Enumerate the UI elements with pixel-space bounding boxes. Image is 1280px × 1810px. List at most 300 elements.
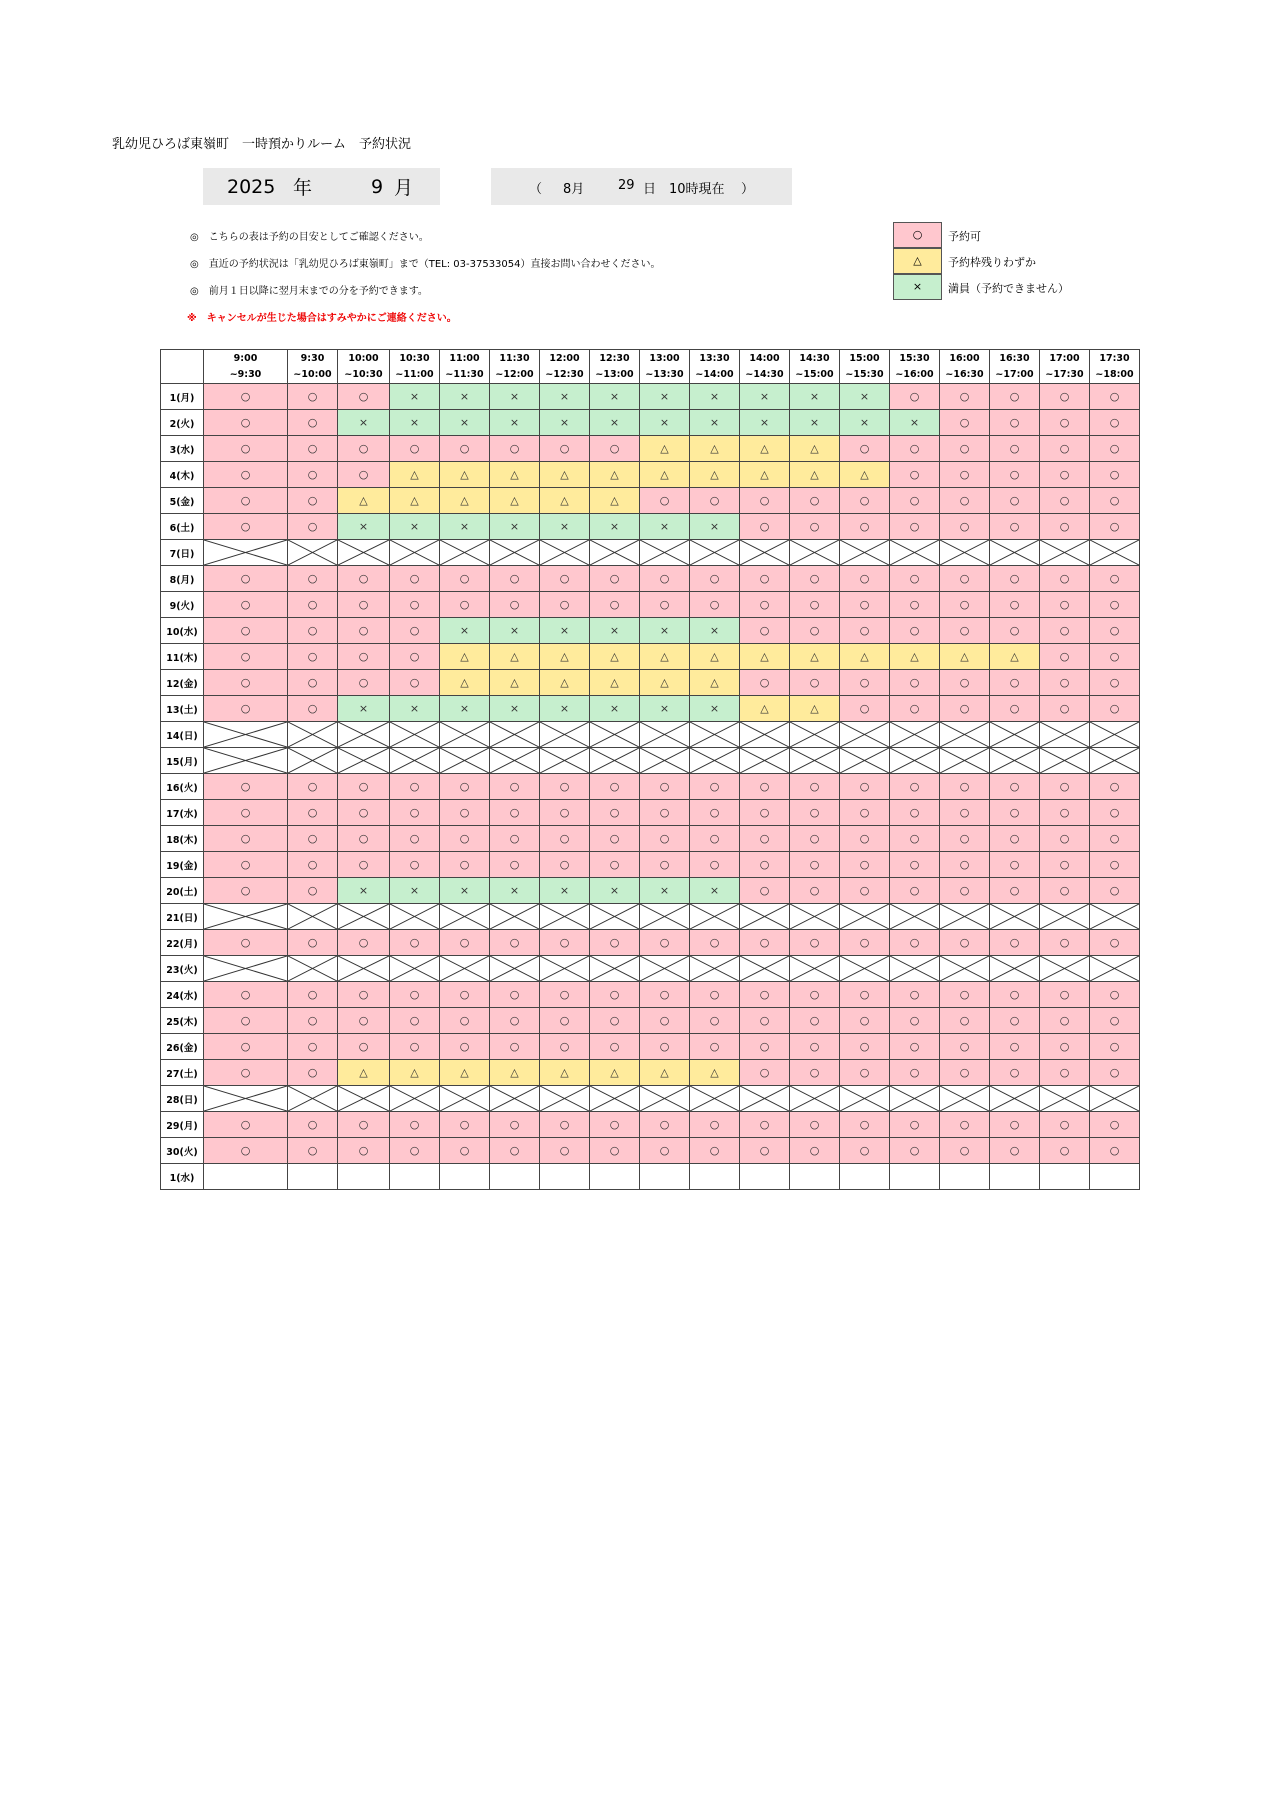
slot-cell xyxy=(640,618,690,644)
availability-symbol: ○ xyxy=(909,936,920,949)
availability-symbol: ○ xyxy=(909,1066,920,1079)
availability-symbol: ○ xyxy=(859,806,870,819)
availability-symbol: × xyxy=(559,390,570,403)
slot-cell xyxy=(440,878,490,904)
availability-symbol: × xyxy=(559,520,570,533)
empty-cell xyxy=(840,1164,890,1190)
availability-symbol: ○ xyxy=(909,468,920,481)
availability-symbol: ○ xyxy=(240,1118,251,1131)
availability-symbol: ○ xyxy=(809,988,820,1001)
closed-cell xyxy=(740,1086,790,1112)
availability-symbol: × xyxy=(509,884,520,897)
closed-cell xyxy=(204,1086,288,1112)
slot-cell xyxy=(1040,852,1090,878)
availability-symbol: △ xyxy=(810,442,819,455)
slot-cell xyxy=(1090,488,1140,514)
slot-cell xyxy=(790,774,840,800)
closed-cross-icon xyxy=(890,956,939,981)
closed-cross-icon xyxy=(440,748,489,773)
availability-symbol: ○ xyxy=(1109,806,1120,819)
availability-symbol: ○ xyxy=(307,988,318,1001)
availability-symbol: ○ xyxy=(1059,988,1070,1001)
slot-cell xyxy=(890,644,940,670)
availability-symbol: × xyxy=(459,702,470,715)
slot-cell xyxy=(840,852,890,878)
availability-symbol: ○ xyxy=(509,780,520,793)
slot-cell xyxy=(540,384,590,410)
timeslot-start: 14:00 xyxy=(749,352,780,364)
availability-symbol: ○ xyxy=(909,624,920,637)
day-label: 12(金) xyxy=(161,670,204,696)
slot-cell xyxy=(490,878,540,904)
availability-symbol: ○ xyxy=(909,780,920,793)
availability-symbol: ○ xyxy=(1059,806,1070,819)
slot-cell xyxy=(590,696,640,722)
slot-cell xyxy=(288,670,338,696)
availability-symbol: × xyxy=(459,624,470,637)
availability-symbol: ○ xyxy=(1059,442,1070,455)
slot-cell xyxy=(890,1112,940,1138)
slot-cell xyxy=(204,852,288,878)
slot-cell xyxy=(740,852,790,878)
availability-symbol: ○ xyxy=(759,884,770,897)
closed-cross-icon xyxy=(590,748,639,773)
slot-cell xyxy=(288,488,338,514)
slot-cell xyxy=(990,488,1040,514)
availability-symbol: × xyxy=(459,884,470,897)
availability-symbol: ○ xyxy=(659,858,670,871)
availability-symbol: ○ xyxy=(1109,936,1120,949)
closed-cell xyxy=(490,722,540,748)
slot-cell xyxy=(740,410,790,436)
slot-cell xyxy=(440,384,490,410)
availability-symbol: ○ xyxy=(459,1118,470,1131)
slot-cell xyxy=(490,670,540,696)
closed-cross-icon xyxy=(640,1086,689,1111)
availability-symbol: ○ xyxy=(909,1040,920,1053)
closed-cross-icon xyxy=(940,904,989,929)
slot-cell xyxy=(740,982,790,1008)
slot-cell xyxy=(204,696,288,722)
availability-symbol: × xyxy=(909,416,920,429)
slot-cell xyxy=(1040,1112,1090,1138)
slot-cell xyxy=(440,1060,490,1086)
timeslot-start: 14:30 xyxy=(799,352,830,364)
availability-symbol: ○ xyxy=(809,1144,820,1157)
slot-cell xyxy=(840,930,890,956)
closed-cross-icon xyxy=(390,540,439,565)
slot-cell xyxy=(640,644,690,670)
day-label: 18(木) xyxy=(161,826,204,852)
availability-symbol: ○ xyxy=(409,806,420,819)
slot-cell xyxy=(790,982,840,1008)
slot-cell xyxy=(690,1112,740,1138)
availability-symbol: ○ xyxy=(859,936,870,949)
timeslot-start: 11:00 xyxy=(449,352,480,364)
slot-cell xyxy=(640,774,690,800)
slot-cell xyxy=(640,436,690,462)
closed-cell xyxy=(790,904,840,930)
availability-symbol: △ xyxy=(560,468,569,481)
availability-symbol: ○ xyxy=(240,1144,251,1157)
slot-cell xyxy=(490,1008,540,1034)
availability-symbol: ○ xyxy=(1109,1118,1120,1131)
slot-cell xyxy=(740,384,790,410)
slot-cell xyxy=(790,852,840,878)
table-row xyxy=(161,1112,1140,1138)
closed-cross-icon xyxy=(590,540,639,565)
availability-symbol: ○ xyxy=(559,806,570,819)
availability-symbol: ○ xyxy=(859,858,870,871)
slot-cell xyxy=(690,1008,740,1034)
slot-cell xyxy=(990,800,1040,826)
slot-cell xyxy=(288,1060,338,1086)
slot-cell xyxy=(790,930,840,956)
slot-cell xyxy=(940,930,990,956)
availability-symbol: ○ xyxy=(859,780,870,793)
timeslot-start: 12:30 xyxy=(599,352,630,364)
availability-symbol: ○ xyxy=(709,1014,720,1027)
availability-symbol: ○ xyxy=(859,702,870,715)
slot-cell xyxy=(204,982,288,1008)
availability-symbol: ○ xyxy=(759,1144,770,1157)
slot-cell xyxy=(288,878,338,904)
availability-symbol: ○ xyxy=(1059,624,1070,637)
table-row xyxy=(161,904,1140,930)
availability-symbol: ○ xyxy=(307,1066,318,1079)
slot-cell xyxy=(204,800,288,826)
availability-symbol: ○ xyxy=(959,1066,970,1079)
availability-symbol: ○ xyxy=(509,1118,520,1131)
slot-cell xyxy=(288,566,338,592)
slot-cell xyxy=(690,982,740,1008)
availability-symbol: ○ xyxy=(409,572,420,585)
availability-symbol: △ xyxy=(710,468,719,481)
closed-cross-icon xyxy=(204,904,287,929)
closed-cross-icon xyxy=(740,956,789,981)
availability-symbol: ○ xyxy=(459,1144,470,1157)
slot-cell xyxy=(540,1112,590,1138)
slot-cell xyxy=(890,384,940,410)
availability-symbol: ○ xyxy=(307,1118,318,1131)
closed-cell xyxy=(890,904,940,930)
availability-symbol: ○ xyxy=(1059,1144,1070,1157)
availability-symbol: △ xyxy=(510,676,519,689)
table-row xyxy=(161,384,1140,410)
availability-symbol: ○ xyxy=(859,1040,870,1053)
availability-symbol: ○ xyxy=(759,832,770,845)
slot-cell xyxy=(1090,852,1140,878)
day-label: 13(土) xyxy=(161,696,204,722)
availability-symbol: ○ xyxy=(1009,858,1020,871)
slot-cell xyxy=(790,1112,840,1138)
day-label: 24(水) xyxy=(161,982,204,1008)
closed-cross-icon xyxy=(288,540,337,565)
slot-cell xyxy=(204,930,288,956)
availability-symbol: ○ xyxy=(307,442,318,455)
availability-symbol: ○ xyxy=(240,598,251,611)
closed-cell xyxy=(204,748,288,774)
slot-cell xyxy=(940,1060,990,1086)
slot-cell xyxy=(840,410,890,436)
availability-symbol: ○ xyxy=(1059,494,1070,507)
availability-symbol: × xyxy=(409,416,420,429)
closed-cell xyxy=(940,540,990,566)
availability-symbol: ○ xyxy=(559,572,570,585)
slot-cell xyxy=(338,410,390,436)
availability-symbol: × xyxy=(859,416,870,429)
closed-cross-icon xyxy=(440,956,489,981)
closed-cell xyxy=(990,956,1040,982)
slot-cell xyxy=(1090,436,1140,462)
availability-symbol: △ xyxy=(710,1066,719,1079)
closed-cross-icon xyxy=(390,1086,439,1111)
closed-cell xyxy=(590,722,640,748)
slot-cell xyxy=(690,670,740,696)
slot-cell xyxy=(790,826,840,852)
availability-symbol: ○ xyxy=(358,780,369,793)
slot-cell xyxy=(690,930,740,956)
availability-symbol: ○ xyxy=(307,676,318,689)
slot-cell xyxy=(590,852,640,878)
availability-symbol: ○ xyxy=(659,936,670,949)
slot-cell xyxy=(390,618,440,644)
availability-symbol: ○ xyxy=(909,858,920,871)
slot-cell xyxy=(338,488,390,514)
slot-cell xyxy=(390,592,440,618)
availability-symbol: ○ xyxy=(358,442,369,455)
slot-cell xyxy=(890,1034,940,1060)
availability-symbol: ○ xyxy=(909,806,920,819)
closed-cross-icon xyxy=(338,722,389,747)
closed-cell xyxy=(840,540,890,566)
slot-cell xyxy=(490,982,540,1008)
closed-cell xyxy=(338,540,390,566)
slot-cell xyxy=(204,514,288,540)
availability-symbol: × xyxy=(459,390,470,403)
availability-symbol: ○ xyxy=(409,1118,420,1131)
day-label: 8(月) xyxy=(161,566,204,592)
availability-symbol: × xyxy=(709,520,720,533)
slot-cell xyxy=(390,384,440,410)
availability-symbol: ○ xyxy=(559,780,570,793)
as-of-close-paren: ） xyxy=(741,182,755,197)
slot-cell xyxy=(790,800,840,826)
slot-cell xyxy=(338,982,390,1008)
closed-cross-icon xyxy=(204,748,287,773)
slot-cell xyxy=(590,410,640,436)
empty-cell xyxy=(990,1164,1040,1190)
table-row xyxy=(161,540,1140,566)
slot-cell xyxy=(440,670,490,696)
availability-symbol: ○ xyxy=(1059,416,1070,429)
availability-symbol: ○ xyxy=(1109,572,1120,585)
closed-cell xyxy=(540,540,590,566)
slot-cell xyxy=(740,514,790,540)
closed-cross-icon xyxy=(540,748,589,773)
availability-symbol: ○ xyxy=(659,1040,670,1053)
slot-cell xyxy=(204,670,288,696)
availability-symbol: △ xyxy=(760,442,769,455)
slot-cell xyxy=(204,618,288,644)
empty-cell xyxy=(1090,1164,1140,1190)
availability-symbol: ○ xyxy=(459,598,470,611)
day-label: 1(水) xyxy=(161,1164,204,1190)
slot-cell xyxy=(1090,384,1140,410)
availability-symbol: △ xyxy=(860,650,869,663)
availability-symbol: △ xyxy=(760,702,769,715)
day-label: 15(月) xyxy=(161,748,204,774)
closed-cell xyxy=(940,956,990,982)
closed-cell xyxy=(640,748,690,774)
day-label: 22(月) xyxy=(161,930,204,956)
slot-cell xyxy=(338,1112,390,1138)
closed-cell xyxy=(690,956,740,982)
closed-cross-icon xyxy=(440,540,489,565)
availability-symbol: ○ xyxy=(358,1144,369,1157)
availability-symbol: ○ xyxy=(959,1144,970,1157)
slot-cell xyxy=(540,774,590,800)
availability-symbol: ○ xyxy=(358,1040,369,1053)
availability-symbol: ○ xyxy=(409,676,420,689)
closed-cross-icon xyxy=(640,748,689,773)
timeslot-start: 17:00 xyxy=(1049,352,1080,364)
availability-symbol: ○ xyxy=(240,832,251,845)
slot-cell xyxy=(690,696,740,722)
availability-symbol: △ xyxy=(410,494,419,507)
slot-cell xyxy=(390,514,440,540)
day-label: 27(土) xyxy=(161,1060,204,1086)
empty-cell xyxy=(338,1164,390,1190)
availability-symbol: ○ xyxy=(759,806,770,819)
slot-cell xyxy=(1090,1138,1140,1164)
closed-cell xyxy=(338,904,390,930)
slot-cell xyxy=(1040,1008,1090,1034)
slot-cell xyxy=(640,878,690,904)
slot-cell xyxy=(840,1060,890,1086)
corner-cell xyxy=(161,350,204,384)
legend-swatch: △ xyxy=(893,248,942,274)
availability-symbol: ○ xyxy=(809,676,820,689)
timeslot-end: ~18:00 xyxy=(1095,368,1134,380)
slot-cell xyxy=(640,1138,690,1164)
slot-cell xyxy=(890,592,940,618)
slot-cell xyxy=(1090,1112,1140,1138)
slot-cell xyxy=(338,514,390,540)
slot-cell xyxy=(338,696,390,722)
availability-symbol: ○ xyxy=(240,806,251,819)
slot-cell xyxy=(288,514,338,540)
closed-cross-icon xyxy=(490,748,539,773)
closed-cell xyxy=(204,722,288,748)
table-row xyxy=(161,1138,1140,1164)
slot-cell xyxy=(540,670,590,696)
slot-cell xyxy=(490,514,540,540)
day-label: 29(月) xyxy=(161,1112,204,1138)
slot-cell xyxy=(540,462,590,488)
slot-cell xyxy=(204,1060,288,1086)
slot-cell xyxy=(890,774,940,800)
availability-symbol: ○ xyxy=(659,988,670,1001)
availability-symbol: ○ xyxy=(1109,520,1120,533)
slot-cell xyxy=(790,618,840,644)
closed-cross-icon xyxy=(338,956,389,981)
availability-symbol: ○ xyxy=(459,988,470,1001)
closed-cross-icon xyxy=(740,722,789,747)
closed-cross-icon xyxy=(840,722,889,747)
slot-cell xyxy=(288,930,338,956)
slot-cell xyxy=(338,462,390,488)
closed-cell xyxy=(690,1086,740,1112)
availability-symbol: × xyxy=(358,884,369,897)
slot-cell xyxy=(1040,488,1090,514)
slot-cell xyxy=(440,826,490,852)
closed-cell xyxy=(740,540,790,566)
closed-cell xyxy=(740,722,790,748)
slot-cell xyxy=(590,878,640,904)
slot-cell xyxy=(590,1060,640,1086)
slot-cell xyxy=(940,696,990,722)
availability-symbol: ○ xyxy=(1009,884,1020,897)
slot-cell xyxy=(1090,774,1140,800)
availability-symbol: × xyxy=(559,416,570,429)
slot-cell xyxy=(940,410,990,436)
slot-cell xyxy=(740,1138,790,1164)
availability-symbol: ○ xyxy=(609,858,620,871)
table-row xyxy=(161,956,1140,982)
availability-symbol: ○ xyxy=(959,416,970,429)
table-row xyxy=(161,748,1140,774)
slot-cell xyxy=(790,696,840,722)
slot-cell xyxy=(840,488,890,514)
availability-symbol: ○ xyxy=(859,1118,870,1131)
note-1: ◎ こちらの表は予約の目安としてご確認ください。 xyxy=(190,232,429,243)
slot-cell xyxy=(204,488,288,514)
slot-cell xyxy=(840,774,890,800)
timeslot-header xyxy=(288,350,338,384)
closed-cross-icon xyxy=(440,722,489,747)
slot-cell xyxy=(440,592,490,618)
slot-cell xyxy=(540,852,590,878)
slot-cell xyxy=(288,436,338,462)
slot-cell xyxy=(540,592,590,618)
table-row xyxy=(161,1034,1140,1060)
slot-cell xyxy=(540,1008,590,1034)
availability-symbol: ○ xyxy=(1009,780,1020,793)
availability-symbol: ○ xyxy=(1109,1040,1120,1053)
slot-cell xyxy=(490,618,540,644)
availability-symbol: ○ xyxy=(859,624,870,637)
slot-cell xyxy=(338,436,390,462)
availability-symbol: ○ xyxy=(1009,676,1020,689)
slot-cell xyxy=(390,462,440,488)
availability-symbol: ○ xyxy=(1059,390,1070,403)
slot-cell xyxy=(890,462,940,488)
slot-cell xyxy=(640,1112,690,1138)
availability-symbol: ○ xyxy=(1109,988,1120,1001)
closed-cell xyxy=(1040,904,1090,930)
closed-cross-icon xyxy=(690,748,739,773)
slot-cell xyxy=(204,1112,288,1138)
timeslot-start: 10:00 xyxy=(348,352,379,364)
slot-cell xyxy=(990,1060,1040,1086)
as-of-box xyxy=(491,168,792,205)
slot-cell xyxy=(690,592,740,618)
closed-cell xyxy=(540,904,590,930)
slot-cell xyxy=(1090,878,1140,904)
slot-cell xyxy=(990,670,1040,696)
closed-cell xyxy=(1090,748,1140,774)
